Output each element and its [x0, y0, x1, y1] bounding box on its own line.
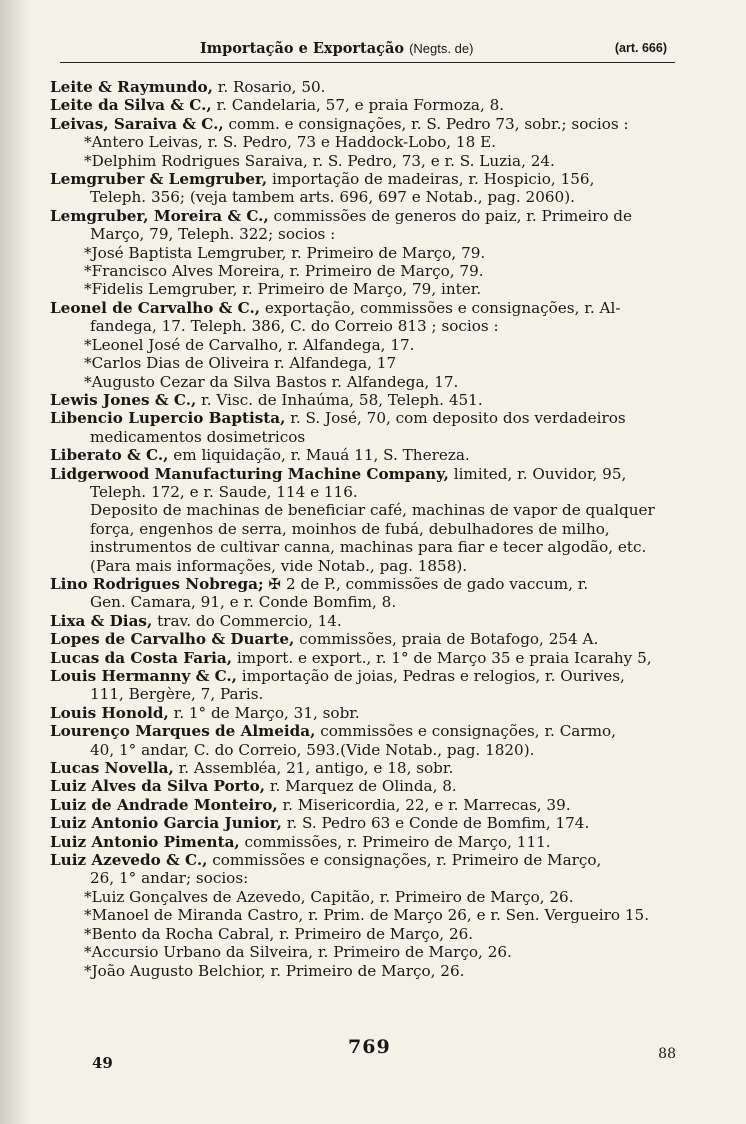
entry-details: r. S. Pedro 63 e Conde de Bomfim, 174. — [281, 814, 590, 833]
continuation-text: (Para mais informações, vide Notab., pag. 1858). — [90, 556, 468, 575]
directory-entry — [50, 299, 685, 336]
entry-details: trav. do Commercio, 14. — [152, 611, 342, 630]
partner-line — [50, 354, 685, 372]
directory-entries — [50, 78, 685, 980]
entry-name: Lemgruber & Lemgruber, — [50, 170, 268, 189]
entry-details: limited, r. Ouvidor, 95, — [448, 464, 627, 483]
directory-entry — [50, 465, 685, 502]
partner-line — [50, 336, 685, 354]
directory-entry — [50, 630, 685, 648]
partner-line — [50, 262, 685, 280]
entry-details: importação de joias, Pedras e relogios, r. Ourives, — [236, 667, 625, 685]
partner-text: *Manoel de Miranda Castro, r. Prim. de Março 26, e r. Sen. Vergueiro 15. — [84, 906, 650, 925]
entry-name: Louis Hermanny & C., — [50, 667, 237, 685]
entry-continuation: Gen. Camara, 91, e r. Conde Bomfim, 8. — [90, 593, 397, 612]
entry-name: Leonel de Carvalho & C., — [50, 298, 261, 317]
signature-mark: 49 — [92, 1054, 113, 1072]
directory-entry — [50, 612, 685, 630]
partner-line — [50, 244, 685, 262]
entry-details: commissões e consignações, r. Carmo, — [315, 722, 616, 741]
continuation-line — [50, 557, 685, 575]
running-header — [60, 36, 675, 63]
page-footer — [70, 1036, 680, 1076]
directory-entry — [50, 207, 685, 244]
continuation-text: Deposito de machinas de beneficiar café, machinas de vapor de qualquer — [90, 501, 655, 520]
continuation-line — [50, 520, 685, 538]
header-article: (art. 666) — [614, 41, 667, 55]
entry-continuation: 111, Bergère, 7, Paris. — [90, 685, 264, 704]
entry-name: Luiz Antonio Pimenta, — [50, 832, 240, 851]
directory-entry — [50, 667, 685, 704]
entry-details: r. Misericordia, 22, e r. Marrecas, 39. — [277, 795, 571, 814]
partner-text: *Leonel José de Carvalho, r. Alfandega, 17. — [84, 335, 415, 354]
header-subtitle: (Negts. de) — [409, 41, 474, 56]
entry-continuation: fandega, 17. Teleph. 386, C. do Correio 813 ; socios : — [90, 317, 499, 336]
entry-details: importação de madeiras, r. Hospicio, 156, — [267, 170, 595, 189]
entry-continuation: 40, 1° andar, C. do Correio, 593.(Vide Notab., pag. 1820). — [90, 740, 535, 759]
partner-line — [50, 925, 685, 943]
directory-entry — [50, 777, 685, 795]
entry-continuation: Teleph. 172, e r. Saude, 114 e 116. — [90, 482, 358, 501]
footer-right-number: 88 — [658, 1046, 676, 1062]
directory-entry — [50, 170, 685, 207]
directory-entry — [50, 575, 685, 612]
directory-entry — [50, 851, 685, 888]
entry-name: Leivas, Saraiva & C., — [50, 114, 224, 133]
entry-name: Leite & Raymundo, — [50, 78, 213, 96]
directory-entry — [50, 649, 685, 667]
entry-details: comm. e consignações, r. S. Pedro 73, sobr.; socios : — [223, 114, 629, 133]
entry-name: Lopes de Carvalho & Duarte, — [50, 630, 295, 649]
entry-name: Lixa & Dias, — [50, 611, 153, 630]
entry-details: ✠ 2 de P., commissões de gado vaccum, r. — [263, 574, 589, 593]
directory-entry — [50, 759, 685, 777]
partner-text: *João Augusto Belchior, r. Primeiro de Março, 26. — [84, 961, 465, 980]
entry-continuation: Março, 79, Teleph. 322; socios : — [90, 225, 336, 244]
book-spine-shadow — [0, 0, 32, 1124]
entry-continuation: medicamentos dosimetricos — [90, 427, 306, 446]
continuation-text: força, engenhos de serra, moinhos de fubá, debulhadores de milho, — [90, 519, 610, 538]
entry-details: em liquidação, r. Mauá 11, S. Thereza. — [168, 446, 470, 465]
partner-text: *Bento da Rocha Cabral, r. Primeiro de Março, 26. — [84, 924, 474, 943]
partner-line — [50, 888, 685, 906]
partner-text: *Francisco Alves Moreira, r. Primeiro de Março, 79. — [84, 262, 484, 281]
entry-name: Lucas da Costa Faria, — [50, 648, 232, 667]
entry-details: commissões, praia de Botafogo, 254 A. — [294, 630, 599, 649]
partner-line — [50, 962, 685, 980]
partner-text: *Fidelis Lemgruber, r. Primeiro de Março, 79, inter. — [84, 280, 482, 299]
entry-name: Lourenço Marques de Almeida, — [50, 722, 316, 741]
entry-details: import. e export., r. 1° de Março 35 e praia Icarahy 5, — [232, 648, 652, 667]
entry-continuation: 26, 1° andar; socios: — [90, 869, 249, 888]
partner-text: *Accursio Urbano da Silveira, r. Primeiro de Março, 26. — [84, 943, 512, 962]
directory-entry — [50, 796, 685, 814]
continuation-line — [50, 501, 685, 519]
entry-name: Luiz Azevedo & C., — [50, 851, 208, 870]
entry-name: Leite da Silva & C., — [50, 96, 212, 115]
page-number: 769 — [348, 1036, 391, 1058]
entry-name: Libencio Lupercio Baptista, — [50, 409, 286, 428]
entry-details: commissões, r. Primeiro de Março, 111. — [239, 832, 551, 851]
directory-entry — [50, 814, 685, 832]
entry-continuation: Teleph. 356; (veja tambem arts. 696, 697 e Notab., pag. 2060). — [90, 188, 575, 207]
entry-details: r. Candelaria, 57, e praia Formoza, 8. — [211, 96, 505, 115]
partner-text: *José Baptista Lemgruber, r. Primeiro de Março, 79. — [84, 243, 486, 262]
directory-entry — [50, 446, 685, 464]
entry-name: Lucas Novella, — [50, 759, 174, 778]
continuation-text: instrumentos de cultivar canna, machinas para fiar e tecer algodão, etc. — [90, 538, 647, 557]
entry-details: r. S. José, 70, com deposito dos verdadeiros — [285, 409, 626, 428]
partner-text: *Carlos Dias de Oliveira r. Alfandega, 17 — [84, 354, 397, 373]
entry-name: Luiz Alves da Silva Porto, — [50, 777, 266, 796]
partner-line — [50, 373, 685, 391]
continuation-line — [50, 538, 685, 556]
directory-entry — [50, 833, 685, 851]
entry-details: r. Visc. de Inhaúma, 58, Teleph. 451. — [196, 390, 483, 409]
partner-text: *Antero Leivas, r. S. Pedro, 73 e Haddock-Lobo, 18 E. — [84, 133, 496, 152]
directory-entry — [50, 704, 685, 722]
entry-name: Louis Honold, — [50, 703, 169, 722]
partner-line — [50, 943, 685, 961]
header-title-text: Importação e Exportação — [200, 40, 405, 57]
directory-entry — [50, 409, 685, 446]
entry-details: r. 1° de Março, 31, sobr. — [168, 703, 360, 722]
partner-text: *Delphim Rodrigues Saraiva, r. S. Pedro, 73, e r. S. Luzia, 24. — [84, 151, 555, 170]
entry-details: r. Assembléa, 21, antigo, e 18, sobr. — [173, 759, 454, 778]
entry-details: commissões e consignações, r. Primeiro de Março, — [207, 851, 602, 870]
partner-text: *Luiz Gonçalves de Azevedo, Capitão, r. Primeiro de Março, 26. — [84, 887, 574, 906]
directory-entry — [50, 78, 685, 96]
directory-entry — [50, 96, 685, 114]
entry-name: Lewis Jones & C., — [50, 390, 197, 409]
entry-details: commissões de generos do paiz, r. Primeiro de — [268, 206, 633, 225]
entry-details: r. Rosario, 50. — [212, 78, 326, 96]
directory-entry — [50, 391, 685, 409]
partner-line — [50, 152, 685, 170]
entry-name: Liberato & C., — [50, 446, 169, 465]
entry-name: Luiz de Andrade Monteiro, — [50, 795, 278, 814]
directory-entry — [50, 722, 685, 759]
partner-text: *Augusto Cezar da Silva Bastos r. Alfandega, 17. — [84, 372, 459, 391]
entry-name: Lidgerwood Manufacturing Machine Company, — [50, 464, 449, 483]
entry-name: Luiz Antonio Garcia Junior, — [50, 814, 282, 833]
entry-details: exportação, commissões e consignações, r. Al- — [260, 298, 621, 317]
partner-line — [50, 280, 685, 298]
entry-name: Lino Rodrigues Nobrega; — [50, 574, 264, 593]
entry-details: r. Marquez de Olinda, 8. — [265, 777, 457, 796]
partner-line — [50, 133, 685, 151]
directory-entry — [50, 115, 685, 133]
header-title — [200, 40, 473, 57]
entry-name: Lemgruber, Moreira & C., — [50, 206, 269, 225]
partner-line — [50, 906, 685, 924]
